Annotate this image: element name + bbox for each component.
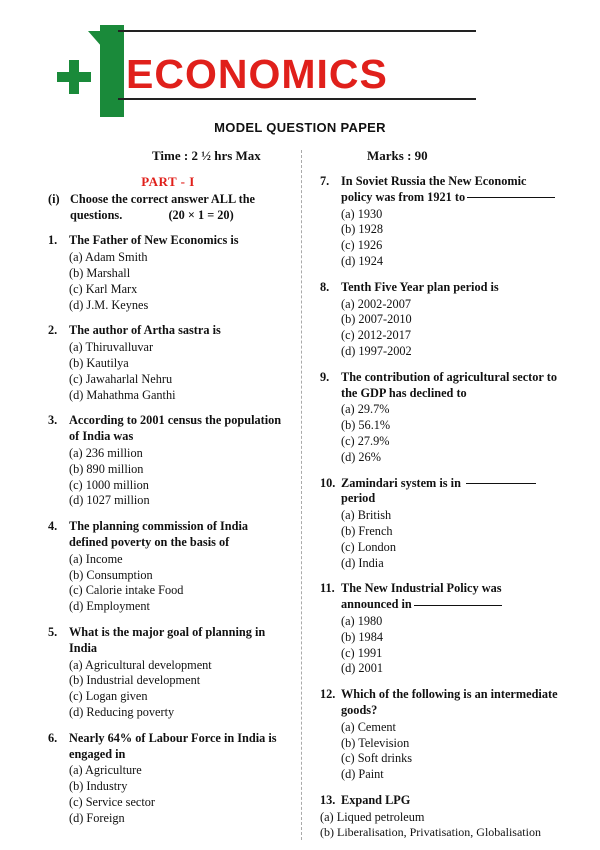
question-number: 9.: [320, 369, 330, 384]
option: (c) Calorie intake Food: [69, 583, 184, 598]
title-top-rule: [118, 30, 476, 32]
option: (b) Liberalisation, Privatisation, Globalisation: [320, 825, 541, 840]
marks-label: Marks : 90: [367, 148, 428, 163]
option: (a) 1980: [341, 613, 383, 628]
question-9: [320, 370, 560, 466]
question-text: The author of Artha sastra is: [69, 323, 221, 338]
option: (b) Industrial development: [69, 673, 201, 688]
question-text: Which of the following is an intermediate goods?: [341, 687, 558, 717]
option: (c) Jawaharlal Nehru: [69, 371, 173, 386]
option: (a) Adam Smith: [69, 250, 148, 265]
option: (a) Liqued petroleum: [320, 809, 425, 824]
option: (b) Kautilya: [69, 355, 129, 370]
question-text: Tenth Five Year plan period is: [341, 279, 499, 294]
one-digit-logo: [88, 25, 124, 117]
option: (b) 1928: [341, 222, 384, 237]
option: (a) 1930: [341, 206, 383, 221]
option: (a) Thiruvalluvar: [69, 340, 154, 355]
question-number: 7.: [320, 174, 330, 188]
option: (b) Consumption: [69, 567, 153, 582]
title-bottom-rule: [118, 98, 476, 100]
option: (a) Agricultural development: [69, 657, 212, 672]
question-text: According to 2001 census the population of India was: [69, 413, 282, 444]
question-8: [320, 280, 560, 360]
option: (c) Soft drinks: [341, 751, 413, 766]
instruction: [48, 192, 288, 224]
column-divider: [301, 150, 302, 840]
option: (d) Mahathma Ganthi: [69, 387, 176, 402]
question-4: [48, 519, 288, 615]
option: (c) Service sector: [69, 794, 156, 809]
question-3: [48, 413, 288, 509]
question-text: The Father of New Economics is: [69, 233, 239, 248]
question-number: 13.: [320, 792, 336, 807]
question-text: Nearly 64% of Labour Force in India is engaged in: [69, 730, 277, 761]
option: (b) 1984: [341, 629, 384, 644]
option: (d) J.M. Keynes: [69, 297, 149, 312]
page-title: ECONOMICS: [126, 51, 388, 97]
option: (b) Marshall: [69, 265, 131, 280]
option: (b) Television: [341, 735, 410, 750]
question-text: In Soviet Russia the New Economic policy was from 1921 to: [341, 174, 527, 204]
question-5: [48, 625, 288, 721]
question-10: [320, 476, 560, 572]
option: (a) Income: [69, 551, 123, 566]
question-text: The New Industrial Policy was announced in: [341, 581, 502, 612]
instruction-text: Choose the correct answer ALL the questions.: [70, 191, 255, 222]
question-text-continued: period: [341, 491, 376, 506]
option: (a) Cement: [341, 719, 396, 734]
page-subtitle: MODEL QUESTION PAPER: [214, 120, 386, 135]
option: (c) Logan given: [69, 689, 148, 704]
question-text: What is the major goal of planning in India: [69, 624, 266, 655]
option: (d) 1027 million: [69, 493, 150, 508]
option: (a) Agriculture: [69, 763, 142, 778]
option: (c) Karl Marx: [69, 281, 138, 296]
option: (c) 27.9%: [341, 433, 390, 448]
option: (d) India: [341, 555, 384, 570]
option: (d) 2001: [341, 661, 384, 676]
question-text: The planning commission of India defined poverty on the basis of: [69, 519, 249, 549]
option: (c) 2012-2017: [341, 328, 412, 343]
question-number: 8.: [320, 279, 330, 294]
question-number: 2.: [48, 323, 58, 338]
option: (a) 29.7%: [341, 402, 390, 417]
question-6: [48, 731, 288, 827]
option: (c) 1000 million: [69, 477, 149, 492]
option: (d) 1924: [341, 253, 384, 268]
question-number: 11.: [320, 581, 335, 596]
answer-blank: [467, 197, 555, 198]
question-number: 10.: [320, 475, 336, 490]
question-7: [320, 174, 560, 270]
time-label: Time : 2 ½ hrs Max: [152, 148, 261, 163]
page-header: [0, 0, 600, 140]
question-2: [48, 323, 288, 403]
question-11: [320, 581, 560, 677]
option: (d) Foreign: [69, 810, 125, 825]
option: (d) 26%: [341, 449, 381, 464]
option: (b) Industry: [69, 779, 128, 794]
question-number: 12.: [320, 687, 336, 702]
question-number: 3.: [48, 413, 58, 428]
option: (c) London: [341, 539, 396, 554]
question-text: Expand LPG: [341, 792, 411, 807]
option: (a) 2002-2007: [341, 296, 412, 311]
right-column: [320, 174, 560, 841]
question-13: [320, 793, 560, 841]
question-number: 6.: [48, 730, 58, 745]
left-column: [48, 174, 288, 836]
question-1: [48, 233, 288, 313]
option: (b) 890 million: [69, 461, 144, 476]
part-heading: PART - I: [141, 174, 195, 189]
question-text: Zamindari system is in: [341, 475, 461, 490]
question-12: [320, 687, 560, 783]
option: (d) Reducing poverty: [69, 704, 175, 719]
answer-blank: [466, 483, 536, 484]
question-number: 4.: [48, 519, 58, 534]
instruction-number: (i): [48, 191, 60, 206]
option: (a) British: [341, 508, 392, 523]
option: (d) Paint: [341, 767, 384, 782]
option: (a) 236 million: [69, 445, 143, 460]
option: (b) 56.1%: [341, 418, 391, 433]
question-number: 1.: [48, 233, 58, 248]
option: (c) 1991: [341, 645, 383, 660]
option: (b) 2007-2010: [341, 312, 412, 327]
question-text: The contribution of agricultural sector to the GDP has declined to: [341, 369, 557, 400]
plus-sign-logo: [57, 60, 91, 94]
question-number: 5.: [48, 624, 58, 639]
instruction-marks: (20 × 1 = 20): [168, 207, 234, 222]
option: (d) 1997-2002: [341, 343, 412, 358]
answer-blank: [414, 605, 502, 606]
option: (b) French: [341, 523, 393, 538]
option: (d) Employment: [69, 599, 150, 614]
option: (c) 1926: [341, 238, 383, 253]
